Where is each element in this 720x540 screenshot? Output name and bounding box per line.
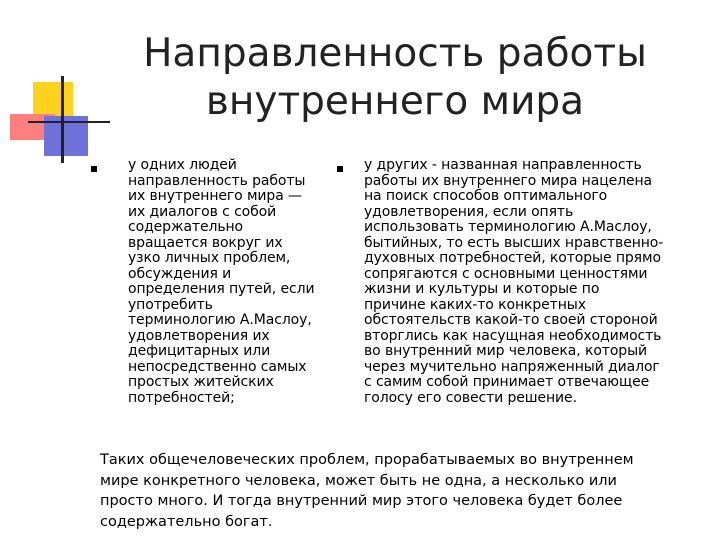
title-line-2: внутреннего мира: [205, 79, 585, 124]
right-column-text: у других - названная направленность работы их внутреннего мира нацелена на поиск способов оптимального удовлетворения, если опять использовать терминологию А.Маслоу, бытийных, то есть высших нравственно-духовных потребностей, которые прямо сопрягаются с основными ценностями жизни и культуры и которые по причине каких-то конкретных обстоятельств какой-то своей стороной вторглись как насущная необходимость во внутренний мир человека, который через мучительно напряженный диалог с самим собой принимает отвечающее голосу его совести решение.: [364, 157, 664, 406]
slide-title: [120, 30, 670, 126]
bullet-square-icon: [91, 166, 97, 172]
bullet-square-icon: [337, 166, 343, 172]
decor-vertical-line: [61, 76, 64, 163]
decor-horizontal-line: [28, 121, 110, 123]
title-line-1: Направленность работы: [143, 31, 647, 76]
left-column-text: у одних людей направленность работы их внутреннего мира — их диалогов с собой содержательно вращается вокруг их узко личных проблем, обсуждения и определения путей, если употребить терминологию А.Маслоу, удовлетворения их дефицитарных или непосредственно самых простых житейских потребностей;: [128, 157, 315, 406]
footer-paragraph: Таких общечеловеческих проблем, прорабатываемых во внутреннем мире конкретного человека, может быть не одна, а несколько или просто много. И тогда внутренний мир этого человека будет более содержательно богат.: [100, 452, 634, 530]
